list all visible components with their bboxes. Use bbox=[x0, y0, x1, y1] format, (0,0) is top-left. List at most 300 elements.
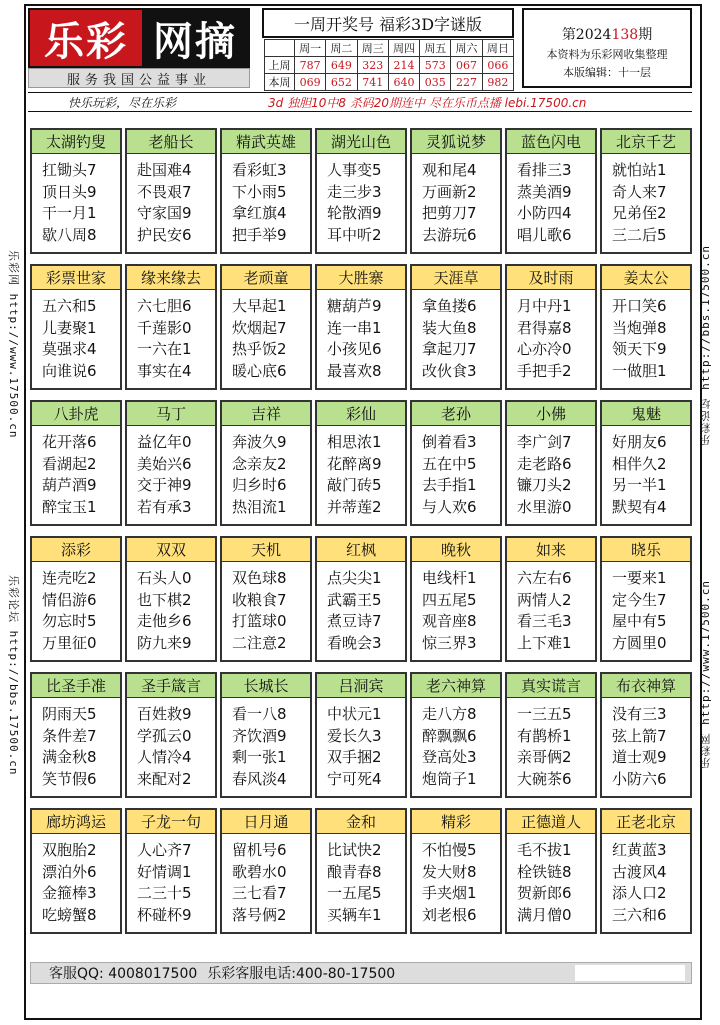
puzzle-author: 晓乐 bbox=[602, 538, 690, 562]
puzzle-cell bbox=[30, 672, 122, 798]
puzzle-body bbox=[127, 562, 215, 654]
puzzle-body bbox=[602, 698, 690, 790]
puzzle-cell bbox=[220, 672, 312, 798]
puzzle-line: 留机号6 bbox=[232, 841, 287, 859]
puzzle-body bbox=[127, 698, 215, 790]
puzzle-line: 歇八周8 bbox=[42, 225, 97, 244]
puzzle-body bbox=[412, 290, 500, 382]
puzzle-author: 圣手箴言 bbox=[127, 674, 215, 698]
puzzle-body bbox=[507, 290, 595, 382]
puzzle-line: 护民安6 bbox=[137, 225, 192, 244]
puzzle-author: 老孙 bbox=[412, 402, 500, 426]
puzzle-line: 领天下9 bbox=[612, 340, 667, 358]
puzzle-line: 最喜欢8 bbox=[327, 361, 382, 380]
puzzle-line: 百姓救9 bbox=[137, 705, 192, 723]
draw-number: 982 bbox=[482, 74, 513, 91]
logo bbox=[28, 8, 250, 68]
slogan: 服务我国公益事业 bbox=[28, 68, 250, 88]
puzzle-line: 走三步3 bbox=[327, 182, 382, 201]
puzzle-line: 点尖尖1 bbox=[327, 569, 382, 587]
puzzle-line: 煮豆诗7 bbox=[327, 612, 382, 630]
puzzle-body bbox=[412, 834, 500, 926]
puzzle-line: 看彩虹3 bbox=[232, 161, 287, 179]
this-week-label: 本周 bbox=[265, 74, 295, 91]
puzzle-author: 鬼魅 bbox=[602, 402, 690, 426]
puzzle-author: 天机 bbox=[222, 538, 310, 562]
puzzle-author: 八卦虎 bbox=[32, 402, 120, 426]
weekday-cell: 周四 bbox=[388, 40, 419, 57]
puzzle-cell bbox=[600, 264, 692, 390]
draw-number: 069 bbox=[295, 74, 326, 91]
puzzle-line: 发大财8 bbox=[422, 862, 477, 881]
puzzle-body bbox=[602, 562, 690, 654]
puzzle-body bbox=[317, 426, 405, 518]
puzzle-cell bbox=[315, 536, 407, 662]
puzzle-author: 长城长 bbox=[222, 674, 310, 698]
puzzle-line: 春风淡4 bbox=[232, 769, 287, 788]
puzzle-body bbox=[32, 154, 120, 246]
puzzle-line: 落号俩2 bbox=[232, 905, 287, 924]
puzzle-line: 拿鱼搂6 bbox=[422, 297, 477, 315]
puzzle-line: 刘老根6 bbox=[422, 905, 477, 924]
draw-number: 573 bbox=[420, 57, 451, 74]
puzzle-line: 与人欢6 bbox=[422, 497, 477, 516]
puzzle-line: 不畏艰7 bbox=[137, 182, 192, 201]
puzzle-line: 惊三界3 bbox=[422, 633, 477, 652]
draw-number: 066 bbox=[482, 57, 513, 74]
puzzle-author: 子龙一句 bbox=[127, 810, 215, 834]
puzzle-body bbox=[127, 426, 215, 518]
puzzle-line: 弦上箭7 bbox=[612, 726, 667, 745]
puzzle-line: 奔波久9 bbox=[232, 433, 287, 451]
puzzle-line: 没有三3 bbox=[612, 705, 667, 723]
puzzle-line: 看三毛3 bbox=[517, 612, 572, 630]
puzzle-cell bbox=[410, 264, 502, 390]
draw-number: 214 bbox=[388, 57, 419, 74]
puzzle-line: 好朋友6 bbox=[612, 433, 667, 451]
puzzle-line: 改伙食3 bbox=[422, 361, 477, 380]
puzzle-line: 糖葫芦9 bbox=[327, 297, 382, 315]
puzzle-author: 及时雨 bbox=[507, 266, 595, 290]
puzzle-author: 北京千艺 bbox=[602, 130, 690, 154]
puzzle-line: 李广剑7 bbox=[517, 433, 572, 451]
puzzle-cell bbox=[125, 808, 217, 934]
puzzle-row bbox=[30, 264, 692, 390]
puzzle-body bbox=[602, 426, 690, 518]
puzzle-author: 廊坊鸿运 bbox=[32, 810, 120, 834]
puzzle-line: 手夹烟1 bbox=[422, 884, 477, 902]
puzzle-body bbox=[127, 290, 215, 382]
puzzle-author: 布衣神算 bbox=[602, 674, 690, 698]
puzzle-cell bbox=[410, 672, 502, 798]
editor-note: 本版编辑：十一层 bbox=[563, 66, 651, 79]
puzzle-line: 开口笑6 bbox=[612, 297, 667, 315]
draw-number: 741 bbox=[357, 74, 388, 91]
puzzle-author: 红枫 bbox=[317, 538, 405, 562]
puzzle-line: 莫强求4 bbox=[42, 340, 97, 358]
puzzle-author: 吉祥 bbox=[222, 402, 310, 426]
puzzle-line: 相思浓1 bbox=[327, 433, 382, 451]
puzzle-line: 中状元1 bbox=[327, 705, 382, 723]
puzzle-author: 缘来缘去 bbox=[127, 266, 215, 290]
puzzle-line: 小防四4 bbox=[517, 204, 572, 222]
puzzle-line: 一做胆1 bbox=[612, 361, 667, 380]
puzzle-line: 益亿年0 bbox=[137, 433, 192, 451]
puzzle-line: 五在中5 bbox=[422, 454, 477, 473]
puzzle-body bbox=[222, 562, 310, 654]
puzzle-row bbox=[30, 400, 692, 526]
puzzle-line: 守家国9 bbox=[137, 204, 192, 222]
weekday-cell: 周五 bbox=[420, 40, 451, 57]
puzzle-line: 拿红旗4 bbox=[232, 204, 287, 222]
puzzle-line: 三七看7 bbox=[232, 884, 287, 902]
puzzle-author: 吕洞宾 bbox=[317, 674, 405, 698]
puzzle-line: 笑节假6 bbox=[42, 769, 97, 788]
puzzle-line: 手把手2 bbox=[517, 361, 572, 380]
puzzle-body bbox=[317, 154, 405, 246]
puzzle-body bbox=[317, 698, 405, 790]
puzzle-line: 兄弟侄2 bbox=[612, 204, 667, 222]
puzzle-line: 干一月1 bbox=[42, 204, 97, 222]
puzzle-line: 蒸美酒9 bbox=[517, 182, 572, 201]
puzzle-cell bbox=[600, 672, 692, 798]
puzzle-line: 热泪流1 bbox=[232, 497, 287, 516]
puzzle-body bbox=[32, 562, 120, 654]
puzzle-line: 向谁说6 bbox=[42, 361, 97, 380]
puzzle-line: 下小雨5 bbox=[232, 182, 287, 201]
tagline-motto: 快乐玩彩，尽在乐彩 bbox=[68, 95, 177, 110]
puzzle-line: 事实在4 bbox=[137, 361, 192, 380]
puzzle-body bbox=[32, 698, 120, 790]
puzzle-line: 去手指1 bbox=[422, 476, 477, 494]
puzzle-line: 酿青春8 bbox=[327, 862, 382, 881]
puzzle-line: 倒着看3 bbox=[422, 433, 477, 451]
puzzle-cell bbox=[410, 808, 502, 934]
puzzle-cell bbox=[30, 808, 122, 934]
puzzle-cell bbox=[600, 808, 692, 934]
puzzle-line: 万里征0 bbox=[42, 633, 97, 652]
puzzle-line: 念亲友2 bbox=[232, 454, 287, 473]
puzzle-line: 满月僧0 bbox=[517, 905, 572, 924]
puzzle-line: 走八方8 bbox=[422, 705, 477, 723]
puzzle-line: 阴雨天5 bbox=[42, 705, 97, 723]
puzzle-line: 宁可死4 bbox=[327, 769, 382, 788]
puzzle-cell bbox=[600, 536, 692, 662]
puzzle-line: 二注意2 bbox=[232, 633, 287, 652]
puzzle-cell bbox=[315, 808, 407, 934]
puzzle-cell bbox=[600, 400, 692, 526]
puzzle-line: 敲门砖5 bbox=[327, 476, 382, 494]
puzzle-cell bbox=[315, 264, 407, 390]
draw-results-table bbox=[264, 39, 514, 91]
side-text-left-bottom: 乐彩论坛 http://bbs.17500.cn bbox=[7, 575, 20, 776]
puzzle-author: 灵狐说梦 bbox=[412, 130, 500, 154]
puzzle-line: 就怕站1 bbox=[612, 161, 667, 179]
puzzle-cell bbox=[410, 400, 502, 526]
puzzle-line: 勿忘时5 bbox=[42, 612, 97, 630]
weekday-cell: 周日 bbox=[482, 40, 513, 57]
puzzle-line: 观和尾4 bbox=[422, 161, 477, 179]
puzzle-line: 另一半1 bbox=[612, 476, 667, 494]
puzzle-body bbox=[507, 562, 595, 654]
puzzle-author: 老六神算 bbox=[412, 674, 500, 698]
puzzle-body bbox=[127, 834, 215, 926]
puzzle-line: 观音座8 bbox=[422, 612, 477, 630]
puzzle-line: 剩一张1 bbox=[232, 748, 287, 766]
puzzle-line: 一五尾5 bbox=[327, 884, 382, 902]
puzzle-body bbox=[317, 834, 405, 926]
puzzle-line: 默契有4 bbox=[612, 497, 667, 516]
puzzle-body bbox=[222, 698, 310, 790]
puzzle-line: 千莲影0 bbox=[137, 318, 192, 337]
puzzle-cell bbox=[505, 128, 597, 254]
draw-number: 652 bbox=[326, 74, 357, 91]
puzzle-line: 看排三3 bbox=[517, 161, 572, 179]
puzzle-line: 小孩见6 bbox=[327, 340, 382, 358]
puzzle-body bbox=[507, 834, 595, 926]
puzzle-line: 栓铁链8 bbox=[517, 862, 572, 881]
puzzle-row bbox=[30, 536, 692, 662]
puzzle-line: 人心齐7 bbox=[137, 841, 192, 859]
puzzle-cell bbox=[505, 536, 597, 662]
puzzle-line: 不怕慢5 bbox=[422, 841, 477, 859]
corner-cell bbox=[265, 40, 295, 57]
last-week-label: 上周 bbox=[265, 57, 295, 74]
puzzle-line: 一要来1 bbox=[612, 569, 667, 587]
puzzle-line: 大碗茶6 bbox=[517, 769, 572, 788]
puzzle-cell bbox=[220, 536, 312, 662]
puzzle-body bbox=[507, 698, 595, 790]
puzzle-line: 相伴久2 bbox=[612, 454, 667, 473]
puzzle-line: 走老路6 bbox=[517, 454, 572, 473]
puzzle-line: 热乎饭2 bbox=[232, 340, 287, 358]
puzzle-cell bbox=[125, 264, 217, 390]
last-week-row bbox=[265, 57, 514, 74]
puzzle-cell bbox=[600, 128, 692, 254]
puzzle-line: 大早起1 bbox=[232, 297, 287, 315]
draw-number: 227 bbox=[451, 74, 482, 91]
puzzle-line: 双胞胎2 bbox=[42, 841, 97, 859]
puzzle-line: 并蒂莲2 bbox=[327, 497, 382, 516]
footer-phone: 乐彩客服电话:400-80-17500 bbox=[207, 966, 396, 982]
puzzle-body bbox=[317, 562, 405, 654]
puzzle-line: 四五尾5 bbox=[422, 590, 477, 609]
logo-red-part: 乐彩 bbox=[30, 10, 142, 66]
puzzle-author: 晚秋 bbox=[412, 538, 500, 562]
puzzle-line: 三六和6 bbox=[612, 905, 667, 924]
puzzle-line: 来配对2 bbox=[137, 769, 192, 788]
puzzle-line: 上下难1 bbox=[517, 633, 572, 652]
puzzle-cell bbox=[315, 128, 407, 254]
logo-black-part: 网摘 bbox=[142, 10, 248, 66]
puzzle-grid bbox=[30, 128, 692, 944]
puzzle-line: 六七胆6 bbox=[137, 297, 192, 315]
weekday-cell: 周二 bbox=[326, 40, 357, 57]
puzzle-line: 杯碰杯9 bbox=[137, 905, 192, 924]
puzzle-row bbox=[30, 128, 692, 254]
issue-number: 138 bbox=[611, 27, 639, 43]
puzzle-line: 炮筒子1 bbox=[422, 769, 477, 788]
side-text-right-top: 乐彩论坛 http://bbs.17500.cn bbox=[699, 245, 712, 446]
draw-number: 649 bbox=[326, 57, 357, 74]
this-week-row bbox=[265, 74, 514, 91]
puzzle-line: 镰刀头2 bbox=[517, 476, 572, 494]
puzzle-body bbox=[412, 154, 500, 246]
puzzle-line: 学孤云0 bbox=[137, 726, 192, 745]
puzzle-body bbox=[507, 154, 595, 246]
puzzle-line: 三二后5 bbox=[612, 225, 667, 244]
puzzle-cell bbox=[220, 400, 312, 526]
side-text-left-top: 乐彩网 http://www.17500.cn bbox=[7, 250, 20, 439]
puzzle-author: 马丁 bbox=[127, 402, 215, 426]
issue-suffix: 期 bbox=[638, 27, 653, 43]
puzzle-author: 精彩 bbox=[412, 810, 500, 834]
puzzle-line: 花开落6 bbox=[42, 433, 97, 451]
puzzle-line: 赴国难4 bbox=[137, 161, 192, 179]
puzzle-author: 正老北京 bbox=[602, 810, 690, 834]
puzzle-line: 吃螃蟹8 bbox=[42, 905, 97, 924]
puzzle-author: 湖光山色 bbox=[317, 130, 405, 154]
puzzle-author: 正德道人 bbox=[507, 810, 595, 834]
puzzle-cell bbox=[220, 808, 312, 934]
puzzle-cell bbox=[315, 400, 407, 526]
side-text-right-bottom: 乐彩网 http://www.17500.cn bbox=[699, 580, 712, 769]
weekday-cell: 周六 bbox=[451, 40, 482, 57]
puzzle-cell bbox=[125, 672, 217, 798]
weekday-cell: 周一 bbox=[295, 40, 326, 57]
puzzle-author: 姜太公 bbox=[602, 266, 690, 290]
puzzle-line: 金箍棒3 bbox=[42, 884, 97, 902]
puzzle-cell bbox=[220, 264, 312, 390]
puzzle-body bbox=[32, 834, 120, 926]
puzzle-line: 二三十5 bbox=[137, 884, 192, 902]
draw-number: 323 bbox=[357, 57, 388, 74]
puzzle-line: 收粮食7 bbox=[232, 590, 287, 609]
puzzle-line: 醉飘飘6 bbox=[422, 726, 477, 745]
puzzle-author: 太湖钓叟 bbox=[32, 130, 120, 154]
puzzle-line: 万画新2 bbox=[422, 182, 477, 201]
puzzle-body bbox=[222, 834, 310, 926]
puzzle-line: 买辆车1 bbox=[327, 905, 382, 924]
puzzle-line: 炊烟起7 bbox=[232, 318, 287, 337]
puzzle-cell bbox=[410, 536, 502, 662]
puzzle-body bbox=[412, 698, 500, 790]
issue-prefix: 第2024 bbox=[561, 27, 612, 43]
puzzle-line: 葫芦酒9 bbox=[42, 476, 97, 494]
puzzle-line: 亲哥俩2 bbox=[517, 748, 572, 766]
puzzle-line: 满金秋8 bbox=[42, 748, 97, 766]
puzzle-cell bbox=[125, 128, 217, 254]
puzzle-author: 大胜寨 bbox=[317, 266, 405, 290]
puzzle-line: 一六在1 bbox=[137, 340, 192, 358]
puzzle-line: 扛锄头7 bbox=[42, 161, 97, 179]
puzzle-cell bbox=[505, 672, 597, 798]
puzzle-line: 心亦冷0 bbox=[517, 340, 572, 358]
footer-qq: 客服QQ: 4008017500 bbox=[49, 966, 198, 982]
puzzle-line: 添人口2 bbox=[612, 884, 667, 902]
puzzle-author: 真实谎言 bbox=[507, 674, 595, 698]
puzzle-line: 顶日头9 bbox=[42, 182, 97, 201]
puzzle-line: 定今生7 bbox=[612, 590, 667, 609]
puzzle-body bbox=[222, 426, 310, 518]
puzzle-line: 两情人2 bbox=[517, 590, 572, 609]
puzzle-line: 人情冷4 bbox=[137, 748, 192, 766]
puzzle-author: 日月通 bbox=[222, 810, 310, 834]
puzzle-line: 君得嘉8 bbox=[517, 318, 572, 337]
puzzle-line: 屋中有5 bbox=[612, 612, 667, 630]
puzzle-cell bbox=[30, 536, 122, 662]
puzzle-author: 彩仙 bbox=[317, 402, 405, 426]
puzzle-line: 水里游0 bbox=[517, 497, 572, 516]
puzzle-line: 连壳吃2 bbox=[42, 569, 97, 587]
puzzle-author: 彩票世家 bbox=[32, 266, 120, 290]
puzzle-line: 情侣游6 bbox=[42, 590, 97, 609]
puzzle-line: 齐饮酒9 bbox=[232, 726, 287, 745]
puzzle-author: 老顽童 bbox=[222, 266, 310, 290]
puzzle-line: 奇人来7 bbox=[612, 182, 667, 201]
puzzle-line: 花醉离9 bbox=[327, 454, 382, 473]
puzzle-body bbox=[412, 562, 500, 654]
puzzle-cell bbox=[125, 536, 217, 662]
puzzle-body bbox=[507, 426, 595, 518]
puzzle-body bbox=[602, 154, 690, 246]
puzzle-line: 五六和5 bbox=[42, 297, 97, 315]
issue-box bbox=[522, 8, 692, 88]
puzzle-body bbox=[602, 290, 690, 382]
tagline-promo: 3d 独胆10中8 杀码20期连中 尽在乐币点播 lebi.17500.cn bbox=[268, 95, 587, 110]
footer-blank-box bbox=[575, 965, 685, 981]
draw-number: 640 bbox=[388, 74, 419, 91]
puzzle-line: 唱儿歌6 bbox=[517, 225, 572, 244]
puzzle-line: 双手捆2 bbox=[327, 748, 382, 766]
puzzle-cell bbox=[220, 128, 312, 254]
puzzle-line: 一三五5 bbox=[517, 705, 572, 723]
puzzle-author: 小佛 bbox=[507, 402, 595, 426]
puzzle-cell bbox=[30, 128, 122, 254]
puzzle-line: 登高处3 bbox=[422, 748, 477, 766]
puzzle-line: 电线杆1 bbox=[422, 569, 477, 587]
puzzle-cell bbox=[125, 400, 217, 526]
puzzle-line: 儿妻聚1 bbox=[42, 318, 97, 337]
puzzle-author: 蓝色闪电 bbox=[507, 130, 595, 154]
tagline-bar bbox=[28, 92, 692, 112]
puzzle-line: 武霸王5 bbox=[327, 590, 382, 609]
puzzle-line: 打篮球0 bbox=[232, 612, 287, 630]
puzzle-line: 看晚会3 bbox=[327, 633, 382, 652]
puzzle-line: 走他乡6 bbox=[137, 612, 192, 630]
puzzle-cell bbox=[30, 264, 122, 390]
puzzle-line: 美始兴6 bbox=[137, 454, 192, 473]
puzzle-line: 把剪刀7 bbox=[422, 204, 477, 222]
puzzle-author: 天涯草 bbox=[412, 266, 500, 290]
puzzle-row bbox=[30, 808, 692, 934]
weekday-header-row bbox=[265, 40, 514, 57]
puzzle-line: 耳中听2 bbox=[327, 225, 382, 244]
puzzle-body bbox=[317, 290, 405, 382]
puzzle-line: 漂泊外6 bbox=[42, 862, 97, 881]
puzzle-body bbox=[602, 834, 690, 926]
draw-number: 787 bbox=[295, 57, 326, 74]
puzzle-body bbox=[32, 426, 120, 518]
puzzle-cell bbox=[505, 400, 597, 526]
puzzle-author: 双双 bbox=[127, 538, 215, 562]
puzzle-cell bbox=[30, 400, 122, 526]
puzzle-author: 添彩 bbox=[32, 538, 120, 562]
puzzle-line: 道士观9 bbox=[612, 748, 667, 766]
puzzle-line: 若有承3 bbox=[137, 497, 192, 516]
puzzle-line: 把手举9 bbox=[232, 225, 287, 244]
draw-number: 067 bbox=[451, 57, 482, 74]
